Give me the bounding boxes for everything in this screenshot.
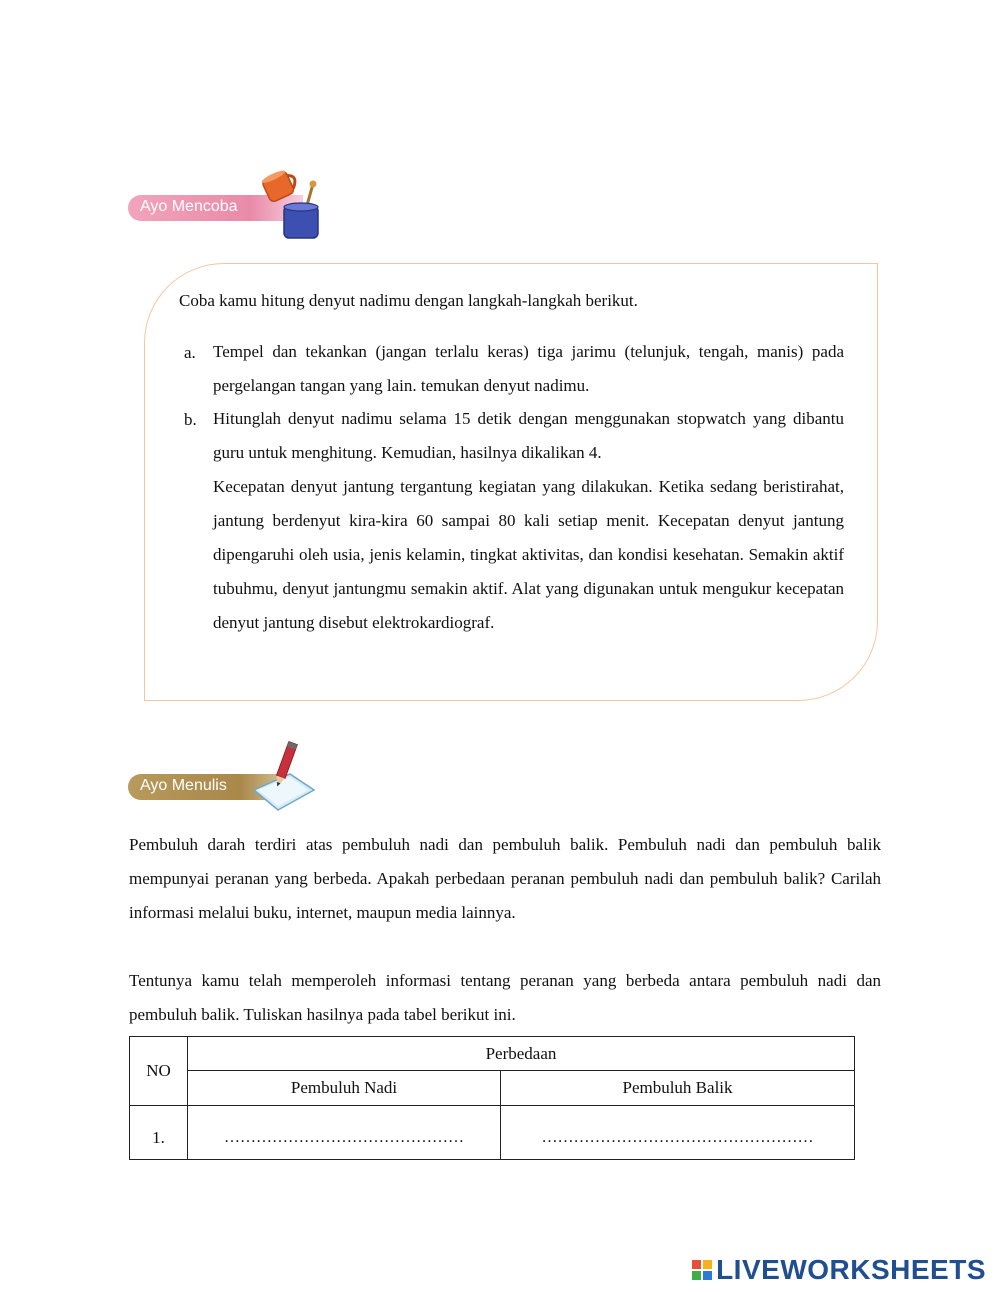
pembuluh-nadi-header: Pembuluh Nadi — [188, 1071, 501, 1106]
step-a-text: Tempel dan tekankan (jangan terlalu keras) tiga jarimu (telunjuk, tengah, manis) pada pergelangan tangan yang lain. temukan denyut nadimu. — [213, 342, 844, 395]
table-row — [130, 1106, 855, 1160]
experiment-explanation: Kecepatan denyut jantung tergantung kegiatan yang dilakukan. Ketika sedang beristirahat, jantung berdenyut kira-kira 60 sampai 80 kali setiap menit. Kecepatan denyut jantung dipengaruhi oleh usia, jenis kelamin, tingkat aktivitas, dan kondisi kesehatan. Semakin aktif tubuhmu, denyut jantungmu semakin aktif. Alat yang digunakan untuk mengukur kecepatan denyut jantung disebut elektrokardiograf. — [213, 477, 844, 632]
step-marker-b: b. — [184, 410, 197, 429]
ayo-menulis-label: Ayo Menulis — [140, 777, 227, 794]
step-b-text: Hitunglah denyut nadimu selama 15 detik dengan menggunakan stopwatch yang dibantu guru untuk menghitung. Kemudian, hasilnya dikalikan 4. — [213, 409, 844, 462]
cup-and-jug-icon — [258, 166, 324, 242]
liveworksheets-grid-icon — [692, 1260, 712, 1280]
writing-paragraph-2: Tentunya kamu telah memperoleh informasi tentang peranan yang berbeda antara pembuluh nadi dan pembuluh balik. Tuliskan hasilnya pada tabel berikut ini. — [129, 971, 881, 1024]
pencil-and-paper-icon — [250, 740, 320, 816]
perbedaan-header: Perbedaan — [188, 1037, 855, 1071]
step-marker-a: a. — [184, 343, 196, 362]
difference-table — [129, 1036, 855, 1160]
experiment-intro: Coba kamu hitung denyut nadimu dengan langkah-langkah berikut. — [179, 291, 638, 310]
ayo-mencoba-label: Ayo Mencoba — [140, 198, 238, 215]
row-number: 1. — [130, 1106, 188, 1160]
liveworksheets-logo-text: LIVEWORKSHEETS — [716, 1254, 986, 1285]
answer-field-nadi[interactable]: ……………………………………… — [188, 1106, 501, 1160]
liveworksheets-logo — [692, 1254, 986, 1286]
writing-paragraph-1: Pembuluh darah terdiri atas pembuluh nadi dan pembuluh balik. Pembuluh nadi dan pembuluh balik mempunyai peranan yang berbeda. Apakah perbedaan peranan pembuluh nadi dan pembuluh balik? Carilah informasi melalui buku, internet, maupun media lainnya. — [129, 835, 881, 922]
answer-field-balik[interactable]: …………………………………………… — [501, 1106, 855, 1160]
pembuluh-balik-header: Pembuluh Balik — [501, 1071, 855, 1106]
no-header: NO — [130, 1037, 188, 1106]
